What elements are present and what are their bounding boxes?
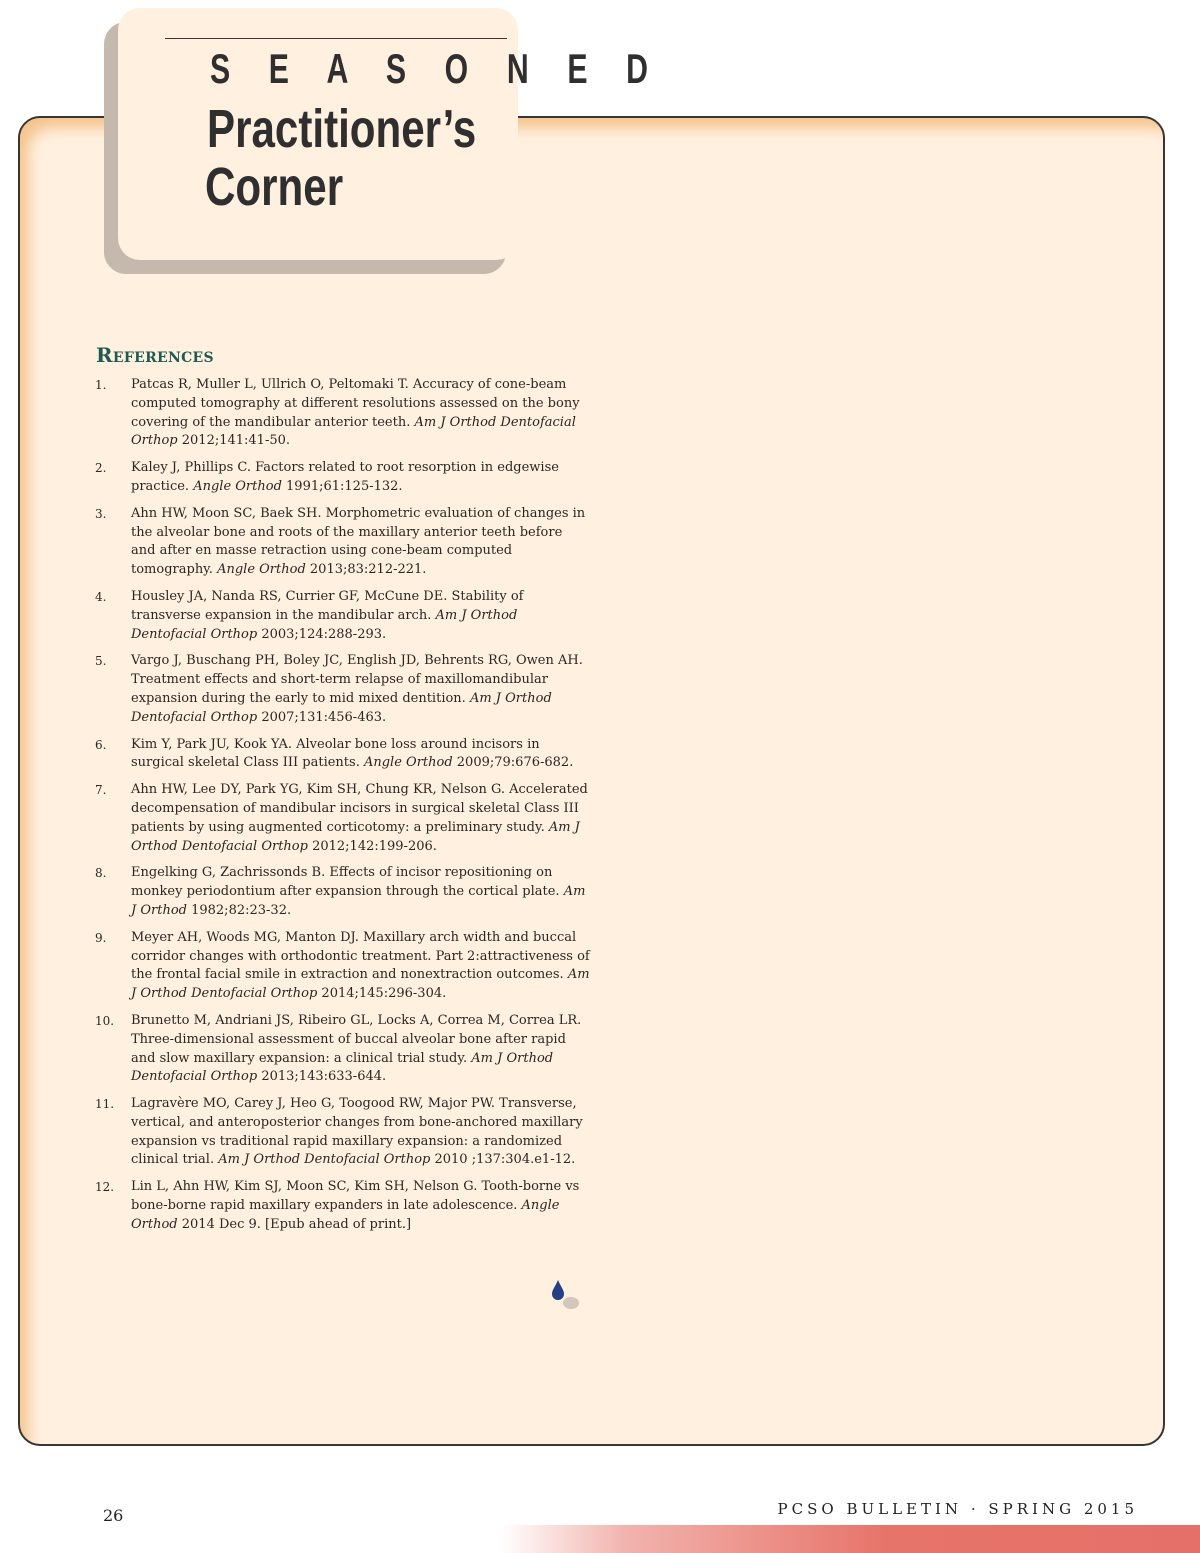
reference-number: 3. — [95, 506, 107, 521]
reference-text: Ahn HW, Moon SC, Baek SH. Morphometric evaluation of changes in the alveolar bone and roots of the maxillary anterior teeth before and after en masse retraction using cone-beam computed tomography. — [131, 505, 586, 578]
reference-item — [95, 929, 590, 1004]
reference-item — [95, 1178, 590, 1234]
reference-text: Housley JA, Nanda RS, Currier GF, McCune DE. Stability of transverse expansion in the mandibular arch. — [131, 588, 524, 623]
reference-item — [95, 588, 590, 644]
section-title-corner: Corner — [205, 157, 344, 217]
reference-item — [95, 376, 590, 451]
reference-journal: Am J Orthod Dentofacial Orthop — [131, 690, 552, 725]
references-list — [95, 376, 590, 1243]
reference-journal: Am J Orthod Dentofacial Orthop — [131, 1050, 554, 1085]
reference-text: Kim Y, Park JU, Kook YA. Alveolar bone loss around incisors in surgical skeletal Class III patients. — [131, 736, 540, 771]
reference-citation: 2007;131:456-463. — [257, 709, 387, 725]
reference-citation: 2010 ;137:304.e1-12. — [430, 1152, 576, 1168]
reference-journal: Am J Orthod Dentofacial Orthop — [218, 1152, 431, 1168]
reference-number: 7. — [95, 783, 107, 798]
reference-text: Vargo J, Buschang PH, Boley JC, English JD, Behrents RG, Owen AH. Treatment effects and short-term relapse of maxillomandibular expansion during the early to mid mixed dentition. — [131, 653, 583, 706]
publication-title: PCSO BULLETIN · SPRING 2015 — [777, 1500, 1138, 1518]
reference-item — [95, 1095, 590, 1170]
reference-citation: 2003;124:288-293. — [257, 626, 387, 642]
header-rule — [165, 38, 507, 39]
section-title-seasoned: S E A S O N E D — [210, 45, 664, 92]
reference-item — [95, 781, 590, 856]
reference-item — [95, 736, 590, 774]
reference-text: Engelking G, Zachrissonds B. Effects of incisor repositioning on monkey periodontium after expansion through the cortical plate. — [131, 865, 564, 900]
footer-color-bar — [500, 1525, 1200, 1553]
reference-number: 4. — [95, 589, 107, 604]
page-number: 26 — [103, 1506, 124, 1525]
reference-citation: 1991;61:125-132. — [281, 478, 403, 494]
reference-number: 12. — [95, 1180, 115, 1195]
reference-text: Brunetto M, Andriani JS, Ribeiro GL, Locks A, Correa M, Correa LR. Three-dimensional assessment of buccal alveolar bone after rapid and slow maxillary expansion: a clinical trial study. — [131, 1012, 582, 1066]
reference-text: Lagravère MO, Carey J, Heo G, Toogood RW, Major PW. Transverse, vertical, and anteroposterior changes from bone-anchored maxillary expansion vs traditional rapid maxillary expansion: a randomized clinical trial. — [131, 1096, 583, 1168]
reference-number: 6. — [95, 737, 107, 752]
reference-number: 8. — [95, 866, 107, 881]
section-title-practitioner: Practitioner’s — [207, 99, 477, 159]
reference-item — [95, 1012, 590, 1087]
reference-citation: 2009;79:676-682. — [452, 755, 574, 771]
reference-journal: Am J Orthod — [131, 884, 586, 918]
reference-journal: Angle Orthod — [217, 562, 306, 578]
reference-number: 10. — [95, 1013, 115, 1028]
reference-citation: 2012;142:199-206. — [307, 838, 437, 854]
reference-citation: 2012;141:41-50. — [177, 433, 291, 449]
drop-icon — [549, 1278, 585, 1314]
reference-item — [95, 505, 590, 580]
reference-item — [95, 459, 590, 497]
reference-journal: Am J Orthod Dentofacial Orthop — [131, 414, 576, 449]
reference-number: 9. — [95, 930, 107, 945]
reference-citation: 2014;145:296-304. — [317, 986, 447, 1002]
references-heading: References — [96, 343, 214, 367]
reference-text: Lin L, Ahn HW, Kim SJ, Moon SC, Kim SH, Nelson G. Tooth-borne vs bone-borne rapid maxillary expanders in late adolescence. — [131, 1179, 580, 1214]
reference-citation: 2013;143:633-644. — [257, 1069, 387, 1085]
reference-journal: Am J Orthod Dentofacial Orthop — [131, 819, 580, 854]
reference-text: Patcas R, Muller L, Ullrich O, Peltomaki T. Accuracy of cone-beam computed tomography at different resolutions assessed on the bony covering of the mandibular anterior teeth. — [131, 377, 580, 430]
reference-item — [95, 652, 590, 727]
reference-journal: Am J Orthod Dentofacial Orthop — [131, 967, 590, 1002]
reference-journal: Angle Orthod — [193, 478, 282, 494]
reference-item — [95, 864, 590, 920]
reference-number: 2. — [95, 461, 107, 476]
reference-journal: Am J Orthod Dentofacial Orthop — [131, 607, 518, 642]
reference-citation: 2014 Dec 9. [Epub ahead of print.] — [177, 1216, 412, 1232]
reference-journal: Angle Orthod — [363, 755, 453, 771]
reference-citation: 1982;82:23-32. — [186, 902, 292, 918]
reference-number: 1. — [95, 378, 107, 392]
reference-text: Meyer AH, Woods MG, Manton DJ. Maxillary arch width and buccal corridor changes with orthodontic treatment. Part 2:attractiveness of the frontal facial smile in extraction and nonextraction outcomes. — [131, 929, 590, 983]
reference-number: 11. — [95, 1097, 115, 1112]
reference-journal: Angle Orthod — [131, 1198, 560, 1232]
reference-citation: 2013;83:212-221. — [305, 562, 427, 578]
reference-text: Ahn HW, Lee DY, Park YG, Kim SH, Chung KR, Nelson G. Accelerated decompensation of mandibular incisors in surgical skeletal Class III patients by using augmented corticotomy: a preliminary study. — [131, 782, 588, 835]
reference-number: 5. — [95, 654, 107, 669]
reference-text: Kaley J, Phillips C. Factors related to root resorption in edgewise practice. — [131, 460, 559, 494]
